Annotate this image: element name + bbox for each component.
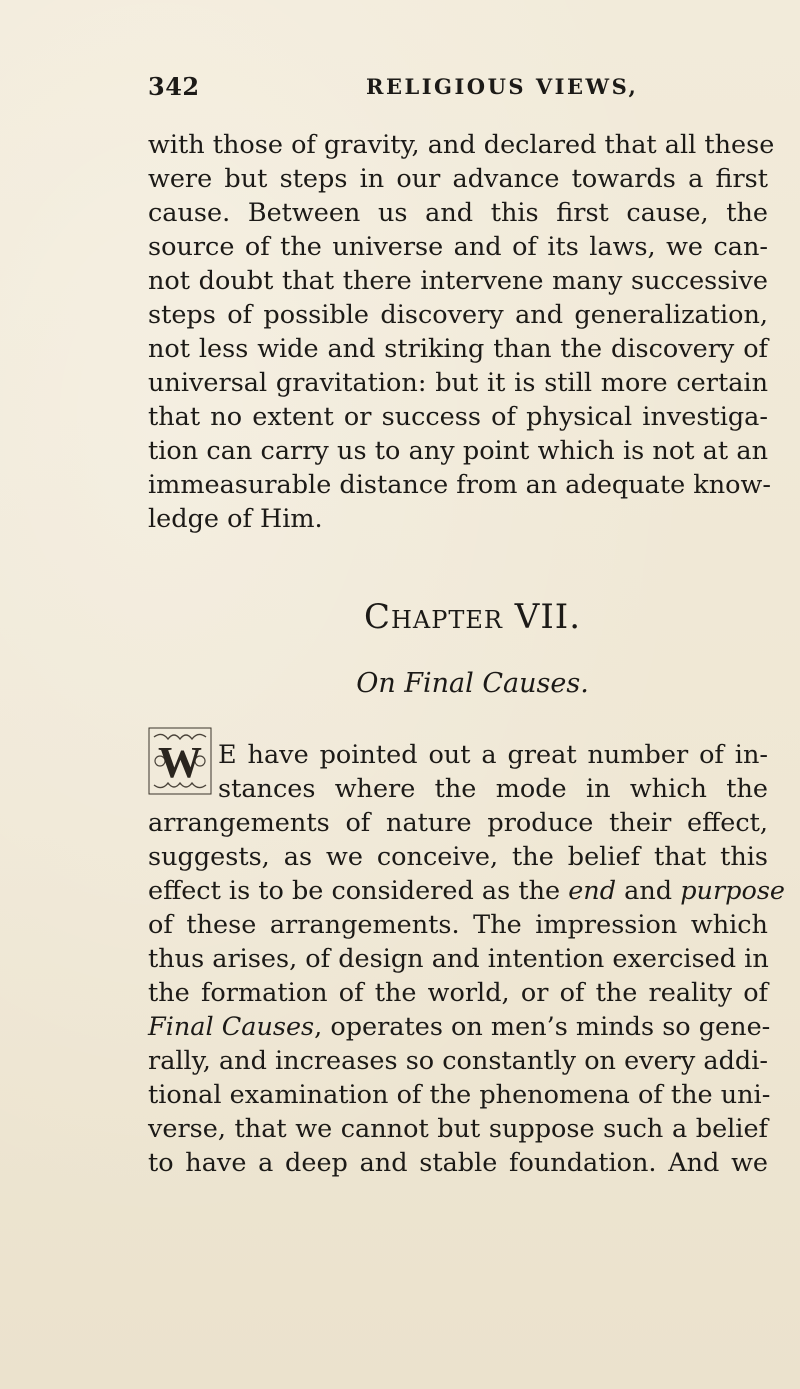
dropcap-letter: W: [158, 738, 202, 787]
text-line: thus arises, of design and intention exercised in: [148, 944, 769, 974]
running-head: RELIGIOUS VIEWS,: [366, 74, 639, 99]
text-line: the formation of the world, or of the reality of: [148, 978, 768, 1008]
chapter-label: Chapter: [363, 597, 503, 637]
text-line: cause. Between us and this first cause, the: [148, 198, 768, 228]
dropcap-ornament-icon: [148, 727, 212, 795]
text-line: of these arrangements. The impression which: [148, 910, 768, 940]
text-line: not doubt that there intervene many successive: [148, 266, 768, 296]
chapter-number: VII.: [514, 597, 582, 637]
text-line: source of the universe and of its laws, we can-: [148, 232, 768, 262]
text-line: that no extent or success of physical investiga-: [148, 402, 768, 432]
text-line: to have a deep and stable foundation. And we: [148, 1148, 768, 1178]
text-line: tion can carry us to any point which is not at an: [148, 436, 768, 466]
text-line: suggests, as we conceive, the belief that this: [148, 842, 768, 872]
chapter-title: [0, 597, 800, 637]
text-line: stances where the mode in which the: [218, 774, 768, 804]
text-line: steps of possible discovery and generalization,: [148, 300, 768, 330]
page-number: 342: [148, 72, 200, 101]
text-line: universal gravitation: but it is still more certain: [148, 368, 768, 398]
text-line: verse, that we cannot but suppose such a belief: [148, 1114, 768, 1144]
text-line: E have pointed out a great number of in-: [218, 740, 768, 770]
text-line: ledge of Him.: [148, 504, 323, 534]
text-line: not less wide and striking than the discovery of: [148, 334, 768, 364]
text-line: were but steps in our advance towards a first: [148, 164, 768, 194]
ornamental-dropcap: [148, 727, 212, 795]
text-line: effect is to be considered as the end and purpose: [148, 876, 786, 906]
text-line: immeasurable distance from an adequate know-: [148, 470, 771, 500]
text-line: Final Causes, operates on men’s minds so gene-: [148, 1012, 771, 1042]
text-line: arrangements of nature produce their effect,: [148, 808, 768, 838]
text-line: with those of gravity, and declared that all these: [148, 130, 775, 160]
chapter-subtitle: On Final Causes.: [356, 668, 589, 699]
page-header: [148, 72, 740, 112]
text-line: tional examination of the phenomena of the uni-: [148, 1080, 771, 1110]
text-line: rally, and increases so constantly on every addi-: [148, 1046, 768, 1076]
